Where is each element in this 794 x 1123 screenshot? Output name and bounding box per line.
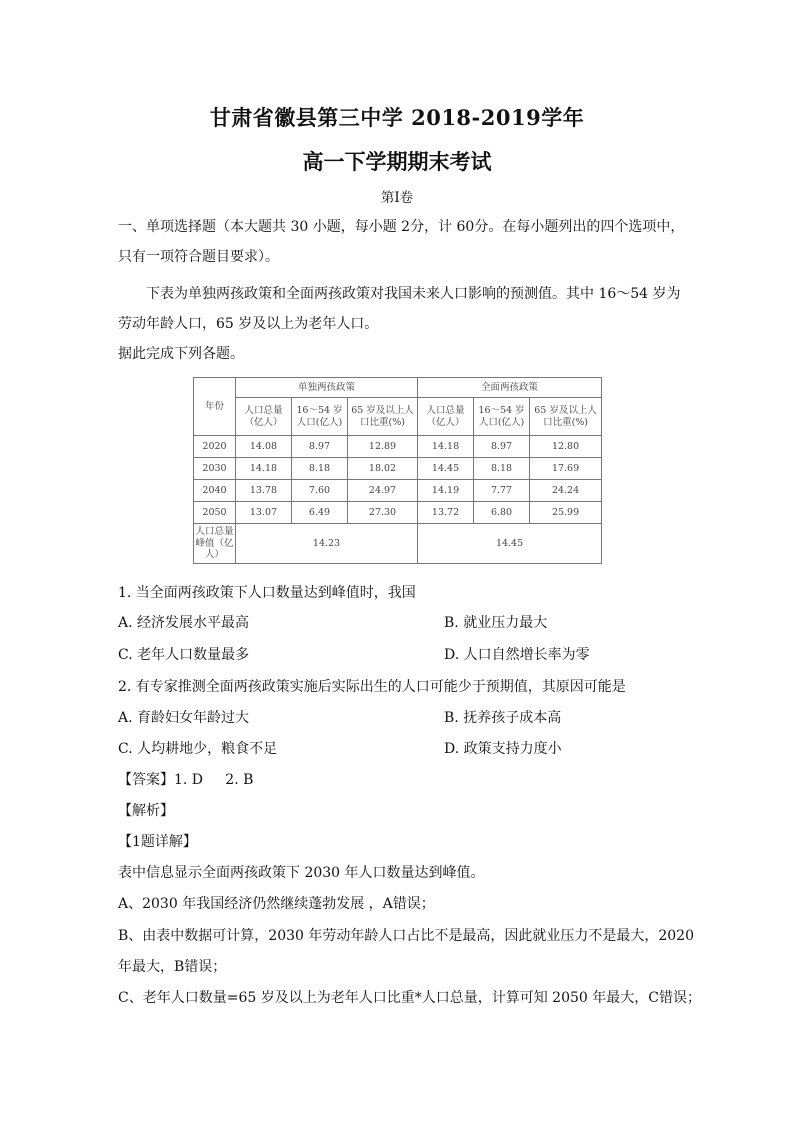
question-1-option-c: C. 老年人口数量最多 bbox=[118, 647, 250, 663]
col-header-total: 人口总量（亿人） bbox=[236, 398, 292, 436]
intro-line-3: 据此完成下列各题。 bbox=[118, 346, 244, 362]
detail-label: 【1题详解】 bbox=[118, 834, 197, 850]
group-header-single: 单独两孩政策 bbox=[236, 378, 418, 398]
question-1-option-b: B. 就业压力最大 bbox=[444, 615, 548, 631]
cell-value: 8.97 bbox=[474, 436, 530, 458]
explanation-c: C、老年人口数量=65 岁及以上为老年人口比重*人口总量，计算可知 2050 年最大，C错误； bbox=[118, 990, 701, 1006]
cell-year: 2020 bbox=[194, 436, 236, 458]
question-1-stem: 1. 当全面两孩政策下人口数量达到峰值时，我国 bbox=[118, 585, 416, 601]
table-row bbox=[194, 502, 602, 524]
cell-year: 2040 bbox=[194, 480, 236, 502]
title-line-2: 高一下学期期末考试 bbox=[302, 149, 492, 174]
cell-value: 14.19 bbox=[418, 480, 474, 502]
question-2-option-d: D. 政策支持力度小 bbox=[444, 741, 562, 757]
question-1-option-d: D. 人口自然增长率为零 bbox=[444, 647, 590, 663]
intro-line-2: 劳动年龄人口，65 岁及以上为老年人口。 bbox=[118, 316, 379, 332]
section-instruction-line-1: 一、单项选择题（本大题共 30 小题，每小题 2分，计 60分。在每小题列出的四个选项中， bbox=[118, 219, 685, 235]
col-header-labor: 16～54 岁人口(亿人) bbox=[292, 398, 348, 436]
cell-value: 18.02 bbox=[348, 458, 418, 480]
answer-line: 【答案】1. D 2. B bbox=[118, 772, 254, 788]
col-header-old: 65 岁及以上人口比重(%) bbox=[348, 398, 418, 436]
cell-value: 24.97 bbox=[348, 480, 418, 502]
peak-value-full: 14.45 bbox=[418, 524, 602, 564]
cell-value: 14.18 bbox=[418, 436, 474, 458]
col-header-total: 人口总量（亿人） bbox=[418, 398, 474, 436]
cell-value: 25.99 bbox=[530, 502, 602, 524]
question-2-option-b: B. 抚养孩子成本高 bbox=[444, 710, 562, 726]
cell-value: 13.07 bbox=[236, 502, 292, 524]
cell-year: 2050 bbox=[194, 502, 236, 524]
cell-year: 2030 bbox=[194, 458, 236, 480]
cell-value: 8.18 bbox=[474, 458, 530, 480]
intro-line-1: 下表为单独两孩政策和全面两孩政策对我国未来人口影响的预测值。其中 16～54 岁为 bbox=[146, 286, 681, 302]
cell-value: 7.60 bbox=[292, 480, 348, 502]
explanation-b-line-1: B、由表中数据可计算，2030 年劳动年龄人口占比不是最高，因此就业压力不是最大，2020 bbox=[118, 928, 694, 944]
explanation-b-line-2: 年最大，B错误； bbox=[118, 959, 227, 975]
table-row bbox=[194, 436, 602, 458]
col-header-old: 65 岁及以上人口比重(%) bbox=[530, 398, 602, 436]
section-instruction-line-2: 只有一项符合题目要求）。 bbox=[118, 249, 279, 265]
table-row bbox=[194, 480, 602, 502]
explanation-line: 表中信息显示全面两孩政策下 2030 年人口数量达到峰值。 bbox=[118, 865, 485, 881]
year-header: 年份 bbox=[194, 378, 236, 436]
cell-value: 7.77 bbox=[474, 480, 530, 502]
col-header-labor: 16～54 岁人口(亿人) bbox=[474, 398, 530, 436]
analysis-label: 【解析】 bbox=[118, 803, 174, 819]
explanation-a: A、2030 年我国经济仍然继续蓬勃发展 ，A错误； bbox=[118, 896, 435, 912]
peak-label: 人口总量峰值（亿人） bbox=[194, 524, 236, 564]
population-table bbox=[193, 377, 602, 564]
volume-label: 第I卷 bbox=[380, 190, 414, 206]
question-1-option-a: A. 经济发展水平最高 bbox=[118, 615, 250, 631]
cell-value: 14.18 bbox=[236, 458, 292, 480]
cell-value: 8.97 bbox=[292, 436, 348, 458]
cell-value: 17.69 bbox=[530, 458, 602, 480]
cell-value: 14.45 bbox=[418, 458, 474, 480]
question-2-option-c: C. 人均耕地少，粮食不足 bbox=[118, 741, 278, 757]
peak-value-single: 14.23 bbox=[236, 524, 418, 564]
group-header-full: 全面两孩政策 bbox=[418, 378, 602, 398]
cell-value: 8.18 bbox=[292, 458, 348, 480]
cell-value: 27.30 bbox=[348, 502, 418, 524]
cell-value: 14.08 bbox=[236, 436, 292, 458]
question-2-stem: 2. 有专家推测全面两孩政策实施后实际出生的人口可能少于预期值，其原因可能是 bbox=[118, 679, 626, 695]
cell-value: 13.72 bbox=[418, 502, 474, 524]
cell-value: 12.80 bbox=[530, 436, 602, 458]
cell-value: 6.80 bbox=[474, 502, 530, 524]
cell-value: 12.89 bbox=[348, 436, 418, 458]
cell-value: 13.78 bbox=[236, 480, 292, 502]
table-row bbox=[194, 458, 602, 480]
title-line-1: 甘肃省徽县第三中学 2018-2019学年 bbox=[209, 105, 585, 130]
cell-value: 24.24 bbox=[530, 480, 602, 502]
question-2-option-a: A. 育龄妇女年龄过大 bbox=[118, 710, 250, 726]
table-row-peak bbox=[194, 524, 602, 564]
cell-value: 6.49 bbox=[292, 502, 348, 524]
